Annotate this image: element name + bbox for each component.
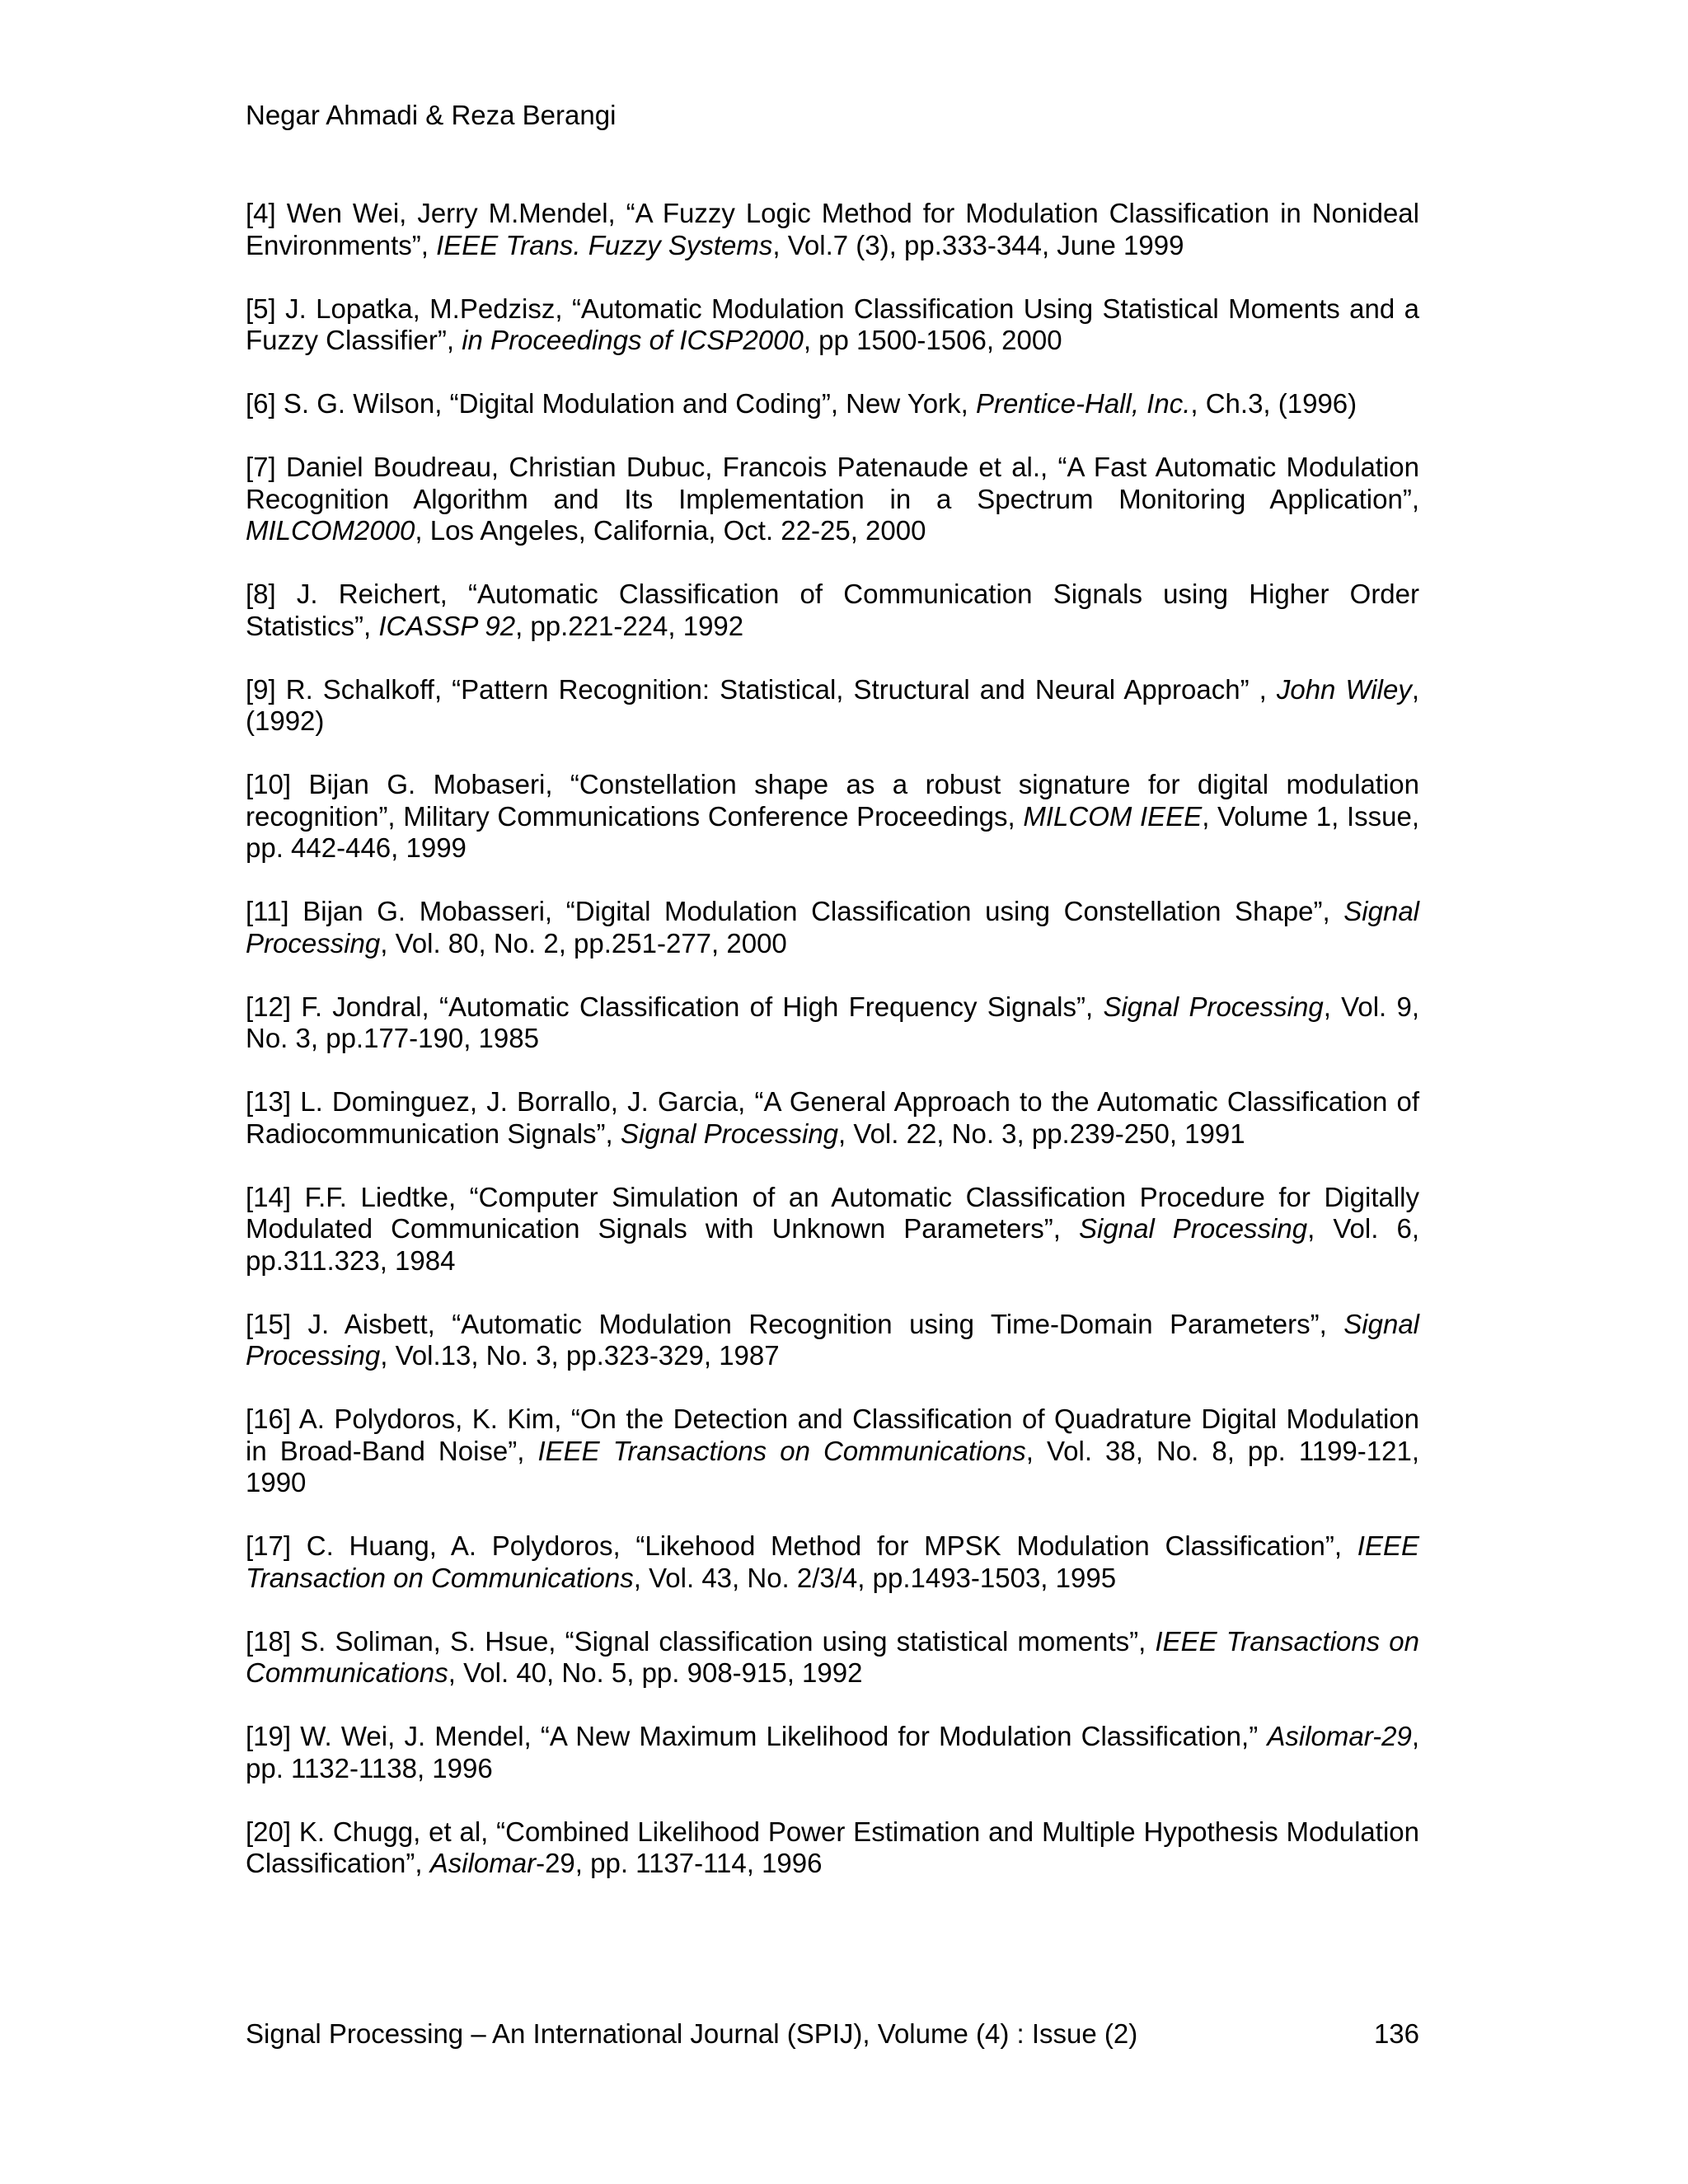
reference-text: F.F. Liedtke, “Computer Simulation of an Automatic Classification Procedure for Digitally Modulated Communication Signals with Unknown Parameters”, [246,1181,1419,1244]
reference-text: Bijan G. Mobaseri, “Constellation shape as a robust signature for digital modulation recognition”, Military Communications Conference Proceedings, [246,769,1419,832]
reference-number: [12] [246,991,292,1022]
reference-text: , (1992) [246,673,1419,736]
reference-item [246,991,1419,1055]
reference-text: C. Huang, A. Polydoros, “Likehood Method for MPSK Modulation Classification”, [306,1530,1357,1561]
reference-venue: IEEE Transactions on Communications [537,1435,1026,1466]
running-header-authors: Negar Ahmadi & Reza Berangi [246,100,617,130]
reference-text: , Vol. 80, No. 2, pp.251-277, 2000 [380,927,787,958]
reference-text: , Vol. 9, No. 3, pp.177-190, 1985 [246,991,1419,1053]
reference-venue: Asilomar-29 [1267,1721,1412,1751]
reference-number: [15] [246,1308,292,1339]
reference-item [246,1816,1419,1880]
reference-text: Bijan G. Mobasseri, “Digital Modulation Classification using Constellation Shape”, [302,896,1344,926]
reference-item [246,1530,1419,1594]
reference-text: K. Chugg, et al, “Combined Likelihood Power Estimation and Multiple Hypothesis Modulation Classification”, [246,1816,1419,1878]
reference-number: [17] [246,1530,292,1561]
reference-number: [11] [246,896,289,926]
reference-item [246,769,1419,865]
reference-text: , pp 1500-1506, 2000 [803,325,1062,355]
reference-venue: IEEE Trans. Fuzzy Systems [436,229,773,260]
reference-number: [8] [246,579,276,609]
reference-item [246,1404,1419,1499]
reference-item [246,1182,1419,1277]
reference-item [246,1626,1419,1690]
reference-number: [18] [246,1625,292,1657]
reference-item [246,1309,1419,1372]
reference-text: Daniel Boudreau, Christian Dubuc, Francois Patenaude et al., “A Fast Automatic Modulation Recognition Algorithm and Its Implementation in a Spectrum Monitoring Application”, [246,452,1420,514]
reference-text: J. Aisbett, “Automatic Modulation Recognition using Time-Domain Parameters”, [307,1308,1344,1339]
reference-number: [14] [246,1181,292,1212]
reference-venue: MILCOM IEEE [1023,800,1203,832]
reference-text: R. Schalkoff, “Pattern Recognition: Statistical, Structural and Neural Approach” , [285,673,1277,705]
reference-venue: IEEE Transactions on Communications [246,1625,1420,1688]
reference-text: , pp.221-224, 1992 [515,610,744,641]
reference-number: [9] [246,673,276,705]
reference-venue: Signal Processing [246,1308,1419,1371]
reference-number: [6] [246,388,276,419]
reference-venue: Asilomar [429,1848,537,1878]
reference-text: L. Dominguez, J. Borrallo, J. Garcia, “A General Approach to the Automatic Classification of Radiocommunication Signals”, [246,1086,1419,1149]
reference-text: , Los Angeles, California, Oct. 22-25, 2000 [415,515,926,546]
reference-number: [7] [246,452,276,482]
page-footer [246,2018,1419,2050]
reference-text: F. Jondral, “Automatic Classification of High Frequency Signals”, [301,991,1104,1022]
reference-item [246,896,1419,959]
reference-number: [16] [246,1404,292,1434]
reference-text: , Ch.3, (1996) [1190,388,1357,419]
reference-text: , Volume 1, Issue, pp. 442-446, 1999 [246,800,1419,863]
reference-text: S. Soliman, S. Hsue, “Signal classification using statistical moments”, [300,1625,1156,1657]
reference-number: [10] [246,769,292,799]
reference-text: S. G. Wilson, “Digital Modulation and Coding”, New York, [283,388,976,419]
reference-list [246,198,1419,1911]
reference-item [246,674,1419,738]
reference-venue: Signal Processing [620,1118,839,1149]
reference-number: [20] [246,1816,292,1847]
reference-item [246,1086,1419,1150]
reference-text: , Vol. 43, No. 2/3/4, pp.1493-1503, 1995 [633,1562,1117,1593]
reference-text: , Vol.7 (3), pp.333-344, June 1999 [772,229,1184,260]
reference-item [246,1721,1419,1784]
footer-journal-title: Signal Processing – An International Journal (SPIJ), Volume (4) : Issue (2) [246,2018,1138,2049]
reference-text: , Vol. 38, No. 8, pp. 1199-121, 1990 [246,1435,1420,1497]
reference-text: , pp. 1132-1138, 1996 [246,1721,1419,1783]
reference-item [246,579,1419,642]
reference-venue: in Proceedings of ICSP2000 [462,325,804,355]
footer-page-number: 136 [1373,2018,1419,2049]
reference-item [246,388,1419,420]
reference-text: W. Wei, J. Mendel, “A New Maximum Likelihood for Modulation Classification,” [300,1721,1268,1751]
reference-venue: MILCOM2000 [246,515,415,546]
reference-text: , Vol. 6, pp.311.323, 1984 [246,1213,1419,1276]
reference-text: J. Reichert, “Automatic Classification of Communication Signals using Higher Order Statistics”, [246,579,1419,641]
reference-item [246,452,1419,547]
reference-venue: Signal Processing [246,896,1420,958]
reference-text: -29, pp. 1137-114, 1996 [536,1848,823,1878]
reference-text: J. Lopatka, M.Pedzisz, “Automatic Modulation Classification Using Statistical Moments and a Fuzzy Classifier”, [246,293,1419,355]
reference-venue: Prentice-Hall, Inc. [975,388,1191,419]
reference-item [246,198,1419,261]
reference-item [246,293,1419,357]
reference-text: , Vol. 22, No. 3, pp.239-250, 1991 [838,1118,1245,1149]
reference-number: [19] [246,1721,292,1751]
reference-number: [13] [246,1086,292,1117]
reference-venue: Signal Processing [1103,991,1324,1022]
reference-number: [5] [246,293,276,324]
reference-venue: John Wiley [1276,673,1412,705]
reference-text: , Vol. 40, No. 5, pp. 908-915, 1992 [448,1657,863,1688]
reference-venue: Signal Processing [1079,1213,1308,1244]
reference-venue: IEEE Transaction on Communications [246,1530,1419,1593]
reference-venue: ICASSP 92 [378,610,516,641]
reference-text: , Vol.13, No. 3, pp.323-329, 1987 [380,1340,780,1371]
reference-text: Wen Wei, Jerry M.Mendel, “A Fuzzy Logic Method for Modulation Classification in Nonideal Environments”, [246,198,1419,260]
reference-number: [4] [246,198,276,228]
reference-text: A. Polydoros, K. Kim, “On the Detection and Classification of Quadrature Digital Modulation in Broad-Band Noise”, [246,1404,1419,1466]
